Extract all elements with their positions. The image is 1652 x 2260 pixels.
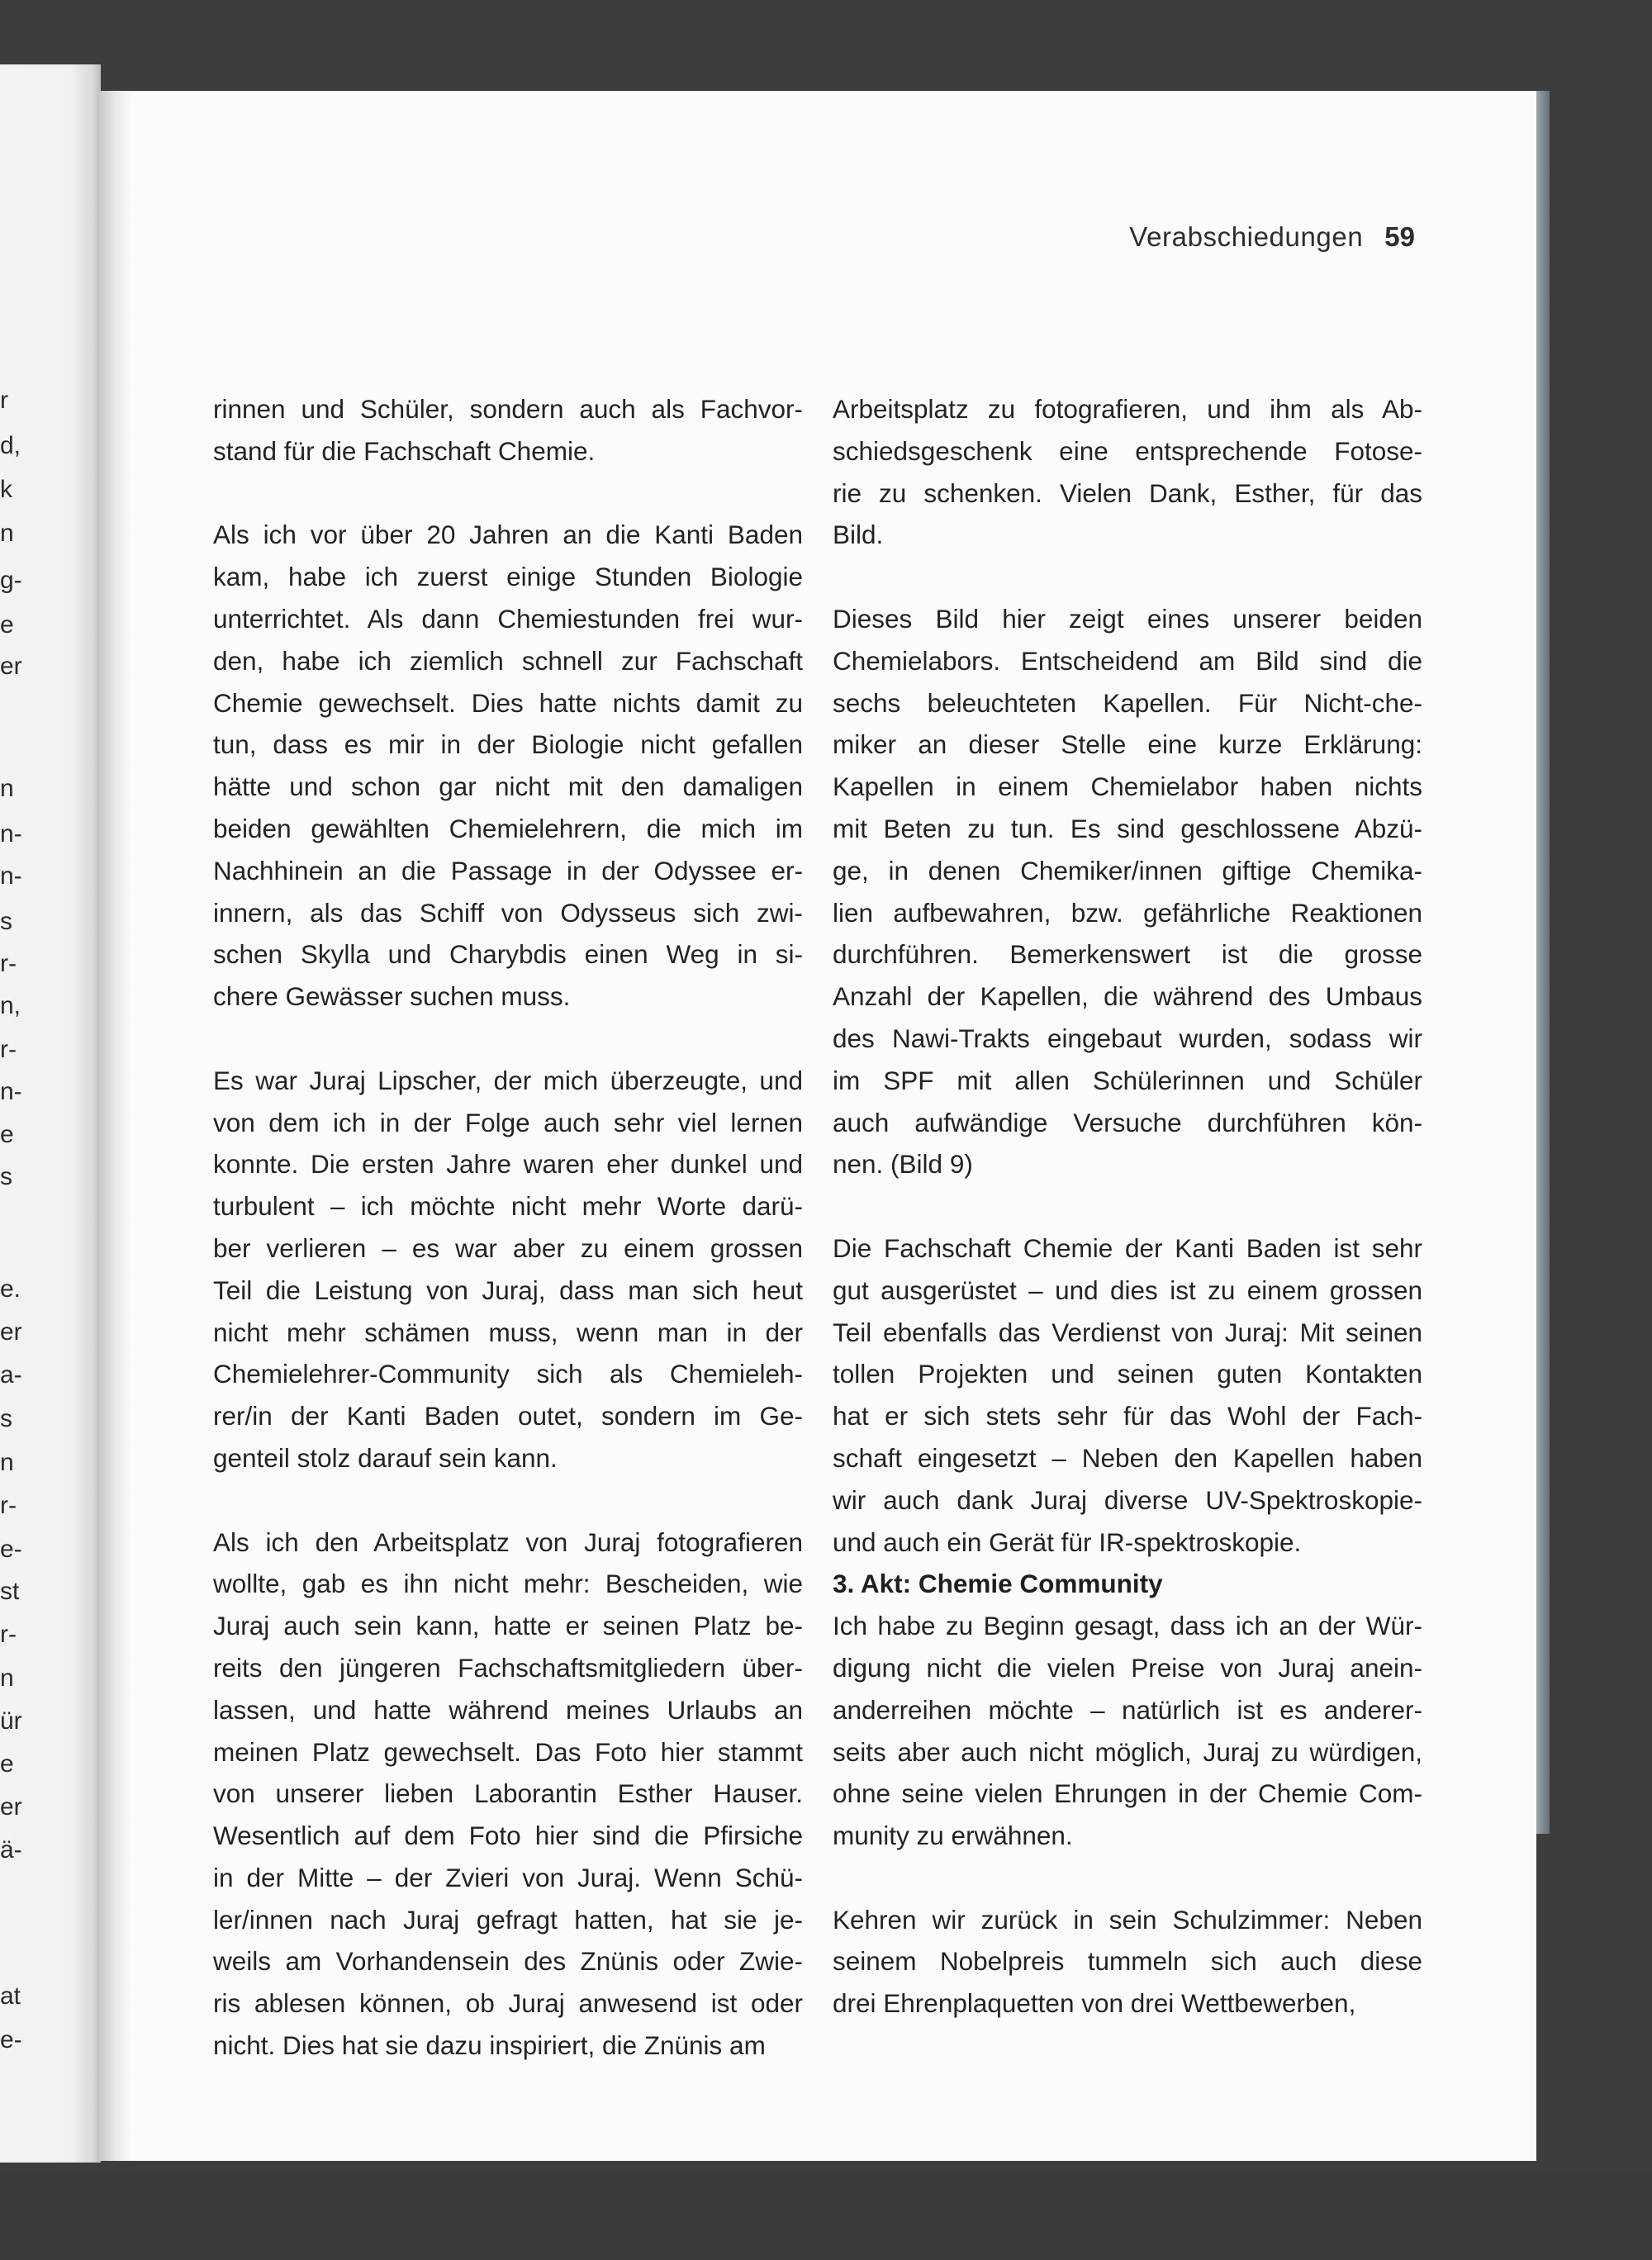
paragraph [833, 1227, 1422, 1563]
left-page-text-fragment: at [0, 1982, 21, 2010]
text-line: nicht mehr schämen muss, wenn man in der [213, 1317, 803, 1347]
left-page-text-fragment: ür [0, 1707, 22, 1735]
text-line: Anzahl der Kapellen, die während des Umbaus [833, 981, 1422, 1012]
text-line: unterrichtet. Als dann Chemiestunden frei wur- [213, 603, 803, 634]
text-line: gut ausgerüstet – und dies ist zu einem grossen [833, 1275, 1422, 1305]
text-line: reits den jüngeren Fachschaftsmitgliedern über- [213, 1652, 803, 1683]
text-line: meinen Platz gewechselt. Das Foto hier stammt [213, 1736, 803, 1767]
text-line: im SPF mit allen Schülerinnen und Schüler [833, 1065, 1422, 1095]
text-line: ris ablesen können, ob Juraj anwesend ist oder [213, 1988, 803, 2019]
left-page-text-fragment: e [0, 611, 14, 639]
text-line: miker an dieser Stelle eine kurze Erklärung: [833, 729, 1422, 760]
text-line: ber verlieren – es war aber zu einem grossen [213, 1232, 803, 1263]
text-line: digung nicht die vielen Preise von Juraj anein- [833, 1652, 1422, 1683]
text-line: schiedsgeschenk eine entsprechende Fotose- [833, 435, 1422, 466]
text-line: Ich habe zu Beginn gesagt, dass ich an der Wür- [833, 1611, 1422, 1641]
text-line: auch aufwändige Versuche durchführen kön- [833, 1107, 1422, 1137]
left-page-text-fragment: er [0, 1793, 22, 1821]
text-line: genteil stolz darauf sein kann. [213, 1442, 558, 1473]
left-page-text-fragment: r- [0, 950, 17, 977]
left-page-text-fragment: ä- [0, 1836, 22, 1864]
text-line: Kapellen in einem Chemielabor haben nichts [833, 772, 1422, 802]
running-header [1129, 221, 1415, 253]
text-line: Chemielabors. Entscheidend am Bild sind die [833, 645, 1422, 676]
text-line: sechs beleuchteten Kapellen. Für Nicht-che- [833, 687, 1422, 718]
left-page-text-fragment: g- [0, 567, 22, 594]
text-line: den, habe ich ziemlich schnell zur Fachschaft [213, 645, 803, 676]
left-page-text-fragment: r- [0, 1492, 17, 1519]
left-page-text-fragment: k [0, 476, 12, 503]
text-line: von unserer lieben Laborantin Esther Hauser. [213, 1778, 803, 1809]
left-page-text-fragment: n, [0, 992, 21, 1019]
running-title: Verabschiedungen [1129, 221, 1364, 252]
text-line: ler/innen nach Juraj gefragt hatten, hat sie je- [213, 1904, 803, 1935]
text-line: turbulent – ich möchte nicht mehr Worte darü- [213, 1191, 803, 1222]
text-line: ohne seine vielen Ehrungen in der Chemie Com- [833, 1778, 1422, 1809]
text-line: lien aufbewahren, bzw. gefährliche Reaktionen [833, 897, 1422, 928]
left-page-text-fragment: e- [0, 1536, 22, 1563]
paragraph [833, 1605, 1422, 1857]
text-line: Chemielehrer-Community sich als Chemieleh- [213, 1359, 803, 1389]
paragraph [213, 388, 803, 472]
text-line: munity zu erwähnen. [833, 1821, 1073, 1851]
text-line: beiden gewählten Chemielehrern, die mich im [213, 813, 803, 843]
text-line: von dem ich in der Folge auch sehr viel lernen [213, 1107, 803, 1137]
left-page-text-fragment: n- [0, 1078, 22, 1105]
text-line: des Nawi-Trakts eingebaut wurden, sodass wir [833, 1023, 1422, 1053]
left-text-column [213, 388, 803, 2067]
left-page-text-fragment: st [0, 1578, 20, 1605]
text-line: Als ich vor über 20 Jahren an die Kanti Baden [213, 520, 803, 550]
left-page-text-fragment: n [0, 520, 14, 547]
left-page-text-fragment: n [0, 775, 14, 802]
left-page-text-fragment: r [0, 387, 8, 414]
left-page-text-fragment: s [0, 1163, 12, 1190]
text-line: ge, in denen Chemiker/innen giftige Chemika- [833, 855, 1422, 885]
page-number: 59 [1384, 221, 1415, 252]
left-page-text-fragment: er [0, 653, 22, 680]
text-line: Teil die Leistung von Juraj, dass man sich heut [213, 1275, 803, 1305]
text-line: Dieses Bild hier zeigt eines unserer beiden [833, 603, 1422, 634]
left-page-text-fragment: e. [0, 1275, 21, 1303]
text-line: Als ich den Arbeitsplatz von Juraj fotografieren [213, 1526, 803, 1557]
paragraph [833, 598, 1422, 1185]
section-heading: 3. Akt: Chemie Community [833, 1569, 1163, 1599]
text-line: Die Fachschaft Chemie der Kanti Baden ist sehr [833, 1232, 1422, 1263]
text-line: und auch ein Gerät für IR-spektroskopie. [833, 1526, 1302, 1557]
text-line: seits aber auch nicht möglich, Juraj zu würdigen, [833, 1736, 1422, 1767]
text-line: konnte. Die ersten Jahre waren eher dunkel und [213, 1149, 803, 1180]
left-page-text-fragment: e [0, 1750, 14, 1778]
text-line: tun, dass es mir in der Biologie nicht gefallen [213, 729, 803, 760]
right-paragraphs-before-heading [833, 388, 1422, 1563]
text-line: rinnen und Schüler, sondern auch als Fachvor- [213, 394, 803, 424]
text-line: Chemie gewechselt. Dies hatte nichts damit zu [213, 687, 803, 718]
left-page-text-fragment: n- [0, 820, 22, 848]
text-line: hätte und schon gar nicht mit den damaligen [213, 772, 803, 802]
text-line: lassen, und hatte während meines Urlaubs an [213, 1694, 803, 1725]
left-page-text-fragment: d, [0, 432, 21, 459]
left-page-text-fragment: s [0, 1405, 12, 1432]
text-line: chere Gewässer suchen muss. [213, 981, 571, 1012]
right-paragraphs-after-heading [833, 1605, 1422, 2025]
paragraph [213, 514, 803, 1018]
text-line: tollen Projekten und seinen guten Kontakten [833, 1359, 1422, 1389]
text-line: anderreihen möchte – natürlich ist es anderer- [833, 1694, 1422, 1725]
text-line: Teil ebenfalls das Verdienst von Juraj: Mit seinen [833, 1317, 1422, 1347]
text-line: stand für die Fachschaft Chemie. [213, 435, 596, 466]
text-line: seinem Nobelpreis tummeln sich auch diese [833, 1946, 1422, 1977]
scan-background [0, 2172, 1652, 2260]
text-line: hat er sich stets sehr für das Wohl der Fach- [833, 1401, 1422, 1431]
paragraph [213, 1060, 803, 1479]
text-line: nen. (Bild 9) [833, 1149, 973, 1180]
text-line: Wesentlich auf dem Foto hier sind die Pfirsiche [213, 1821, 803, 1851]
left-page-text-fragment: n [0, 1664, 14, 1692]
left-page-text-fragment: er [0, 1318, 22, 1346]
text-line: nicht. Dies hat sie dazu inspiriert, die Znünis am [213, 2030, 766, 2061]
left-page-edge [0, 64, 101, 2163]
text-line: wollte, gab es ihn nicht mehr: Bescheiden, wie [213, 1569, 803, 1599]
text-line: innern, als das Schiff von Odysseus sich zwi- [213, 897, 803, 928]
left-page-text-fragment: a- [0, 1361, 22, 1389]
text-line: in der Mitte – der Zvieri von Juraj. Wenn Schü- [213, 1862, 803, 1892]
text-line: rer/in der Kanti Baden outet, sondern im Ge- [213, 1401, 803, 1431]
left-page-text-fragment: e- [0, 2026, 22, 2053]
text-line: weils am Vorhandensein des Znünis oder Zwie- [213, 1946, 803, 1977]
text-line: wir auch dank Juraj diverse UV-Spektroskopie- [833, 1484, 1422, 1515]
text-line: durchführen. Bemerkenswert ist die grosse [833, 939, 1422, 970]
text-line: Arbeitsplatz zu fotografieren, und ihm als Ab- [833, 394, 1422, 424]
text-line: schaft eingesetzt – Neben den Kapellen haben [833, 1442, 1422, 1473]
text-line: rie zu schenken. Vielen Dank, Esther, für das [833, 477, 1422, 508]
left-page-text-fragment: n [0, 1449, 14, 1476]
page-gutter-shadow [99, 91, 132, 2161]
left-page-text-fragment: e [0, 1121, 14, 1148]
paragraph [213, 1522, 803, 2067]
paragraph [833, 388, 1422, 556]
left-page-text-fragment: s [0, 908, 12, 935]
text-line: Bild. [833, 520, 884, 550]
paragraph [833, 1899, 1422, 2025]
text-line: drei Ehrenplaquetten von drei Wettbewerben, [833, 1988, 1356, 2019]
right-text-column [833, 388, 1422, 2025]
text-line: Nachhinein an die Passage in der Odyssee er- [213, 855, 803, 885]
text-line: kam, habe ich zuerst einige Stunden Biologie [213, 562, 803, 592]
text-line: schen Skylla und Charybdis einen Weg in si- [213, 939, 803, 970]
left-page-text-fragment: r- [0, 1621, 17, 1648]
text-line: mit Beten zu tun. Es sind geschlossene Abzü- [833, 813, 1422, 843]
text-line: Juraj auch sein kann, hatte er seinen Platz be- [213, 1611, 803, 1641]
text-line: Kehren wir zurück in sein Schulzimmer: Neben [833, 1904, 1422, 1935]
left-page-text-fragment: r- [0, 1036, 17, 1063]
left-page-text-fragment: n- [0, 862, 22, 890]
text-line: Es war Juraj Lipscher, der mich überzeugte, und [213, 1065, 803, 1095]
